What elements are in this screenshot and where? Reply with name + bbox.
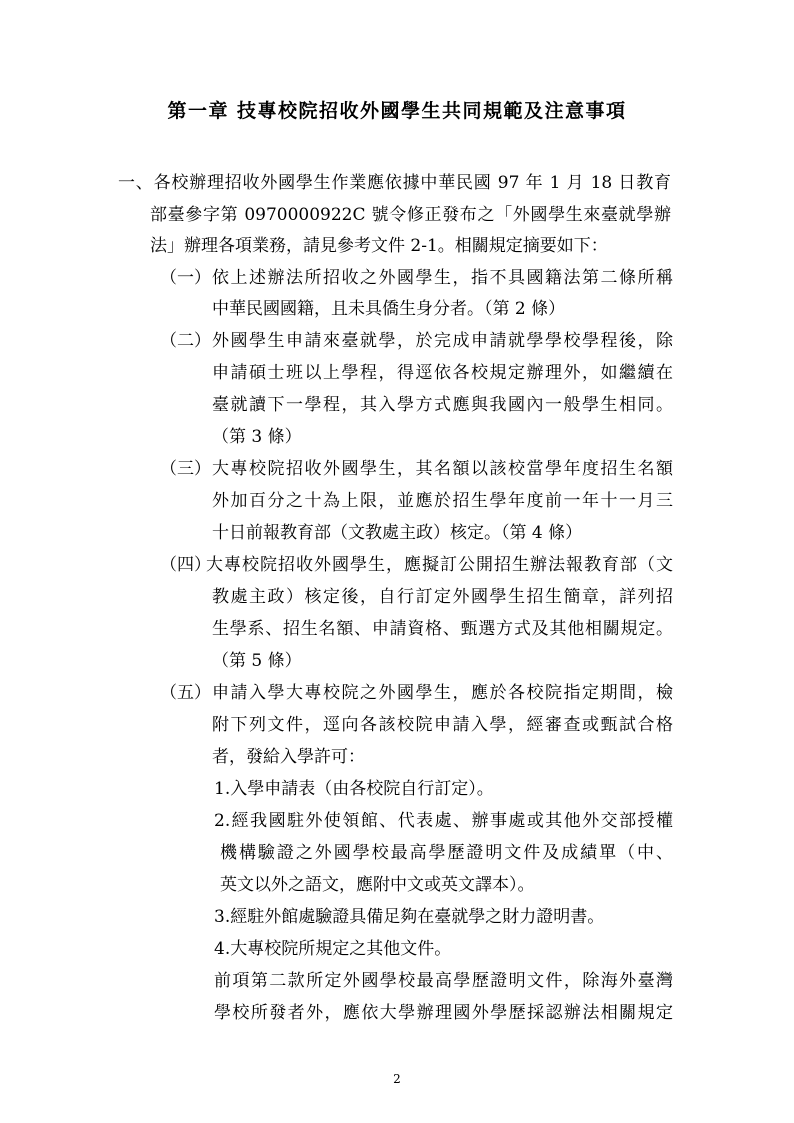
closing-line-1: 前項第二款所定外國學校最高學歷證明文件，除海外臺灣 xyxy=(214,971,673,991)
item-5-marker: （五） xyxy=(160,683,211,703)
doc-2-line-3: 英文以外之語文，應附中文或英文譯本）。 xyxy=(220,875,535,895)
item-4-marker: （四） xyxy=(160,555,211,575)
section-1-line-1: 一、各校辦理招收外國學生作業應依據中華民國 97 年 1 月 18 日教育 xyxy=(118,173,671,193)
item-4-line-1: 大專校院招收外國學生，應擬訂公開招生辦法報教育部（文 xyxy=(206,555,673,575)
item-1-line-2: 中華民國國籍，且未具僑生身分者。（第 2 條） xyxy=(212,299,566,319)
closing-line-2: 學校所發者外，應依大學辦理國外學歷採認辦法相關規定 xyxy=(214,1003,673,1023)
item-4-line-4: （第 5 條） xyxy=(212,651,302,671)
doc-4-line-1: 4.大專校院所規定之其他文件。 xyxy=(214,939,452,959)
doc-2-line-1: 2.經我國駐外使領館、代表處、辦事處或其他外交部授權 xyxy=(214,811,673,831)
item-5-line-1: 申請入學大專校院之外國學生，應於各校院指定期間，檢 xyxy=(212,683,673,703)
item-2-marker: （二） xyxy=(160,331,211,351)
item-2-line-1: 外國學生申請來臺就學，於完成申請就學學校學程後，除 xyxy=(212,331,673,351)
doc-1-line-1: 1.入學申請表（由各校院自行訂定）。 xyxy=(214,779,494,799)
chapter-title: 第一章 技專校院招收外國學生共同規範及注意事項 xyxy=(167,100,627,122)
doc-3-line-1: 3.經駐外館處驗證具備足夠在臺就學之財力證明書。 xyxy=(214,907,605,927)
item-1-line-1: 依上述辦法所招收之外國學生，指不具國籍法第二條所稱 xyxy=(212,268,673,288)
section-1-line-3: 法」辦理各項業務，請見參考文件 2-1。相關規定摘要如下： xyxy=(150,236,608,256)
item-4-line-2: 教處主政）核定後，自行訂定外國學生招生簡章，詳列招 xyxy=(212,587,673,607)
item-2-line-2: 申請碩士班以上學程，得逕依各校規定辦理外，如繼續在 xyxy=(212,363,673,383)
item-3-line-1: 大專校院招收外國學生，其名額以該校當學年度招生名額 xyxy=(212,459,673,479)
section-1-line-2: 部臺參字第 0970000922C 號令修正發布之「外國學生來臺就學辦 xyxy=(150,205,671,225)
item-5-line-3: 者，發給入學許可： xyxy=(212,747,365,767)
item-2-line-4: （第 3 條） xyxy=(212,427,302,447)
item-5-line-2: 附下列文件，逕向各該校院申請入學，經審查或甄試合格 xyxy=(212,715,673,735)
item-3-marker: （三） xyxy=(160,459,211,479)
item-1-marker: （一） xyxy=(160,268,211,288)
doc-2-line-2: 機構驗證之外國學校最高學歷證明文件及成績單（中、 xyxy=(220,843,673,863)
item-4-line-3: 生學系、招生名額、申請資格、甄選方式及其他相關規定。 xyxy=(212,619,673,639)
page-number: 2 xyxy=(393,1072,401,1086)
item-2-line-3: 臺就讀下一學程，其入學方式應與我國內一般學生相同。 xyxy=(212,395,673,415)
item-3-line-2: 外加百分之十為上限，並應於招生學年度前一年十一月三 xyxy=(212,491,673,511)
item-3-line-3: 十日前報教育部（文教處主政）核定。（第 4 條） xyxy=(212,523,583,543)
